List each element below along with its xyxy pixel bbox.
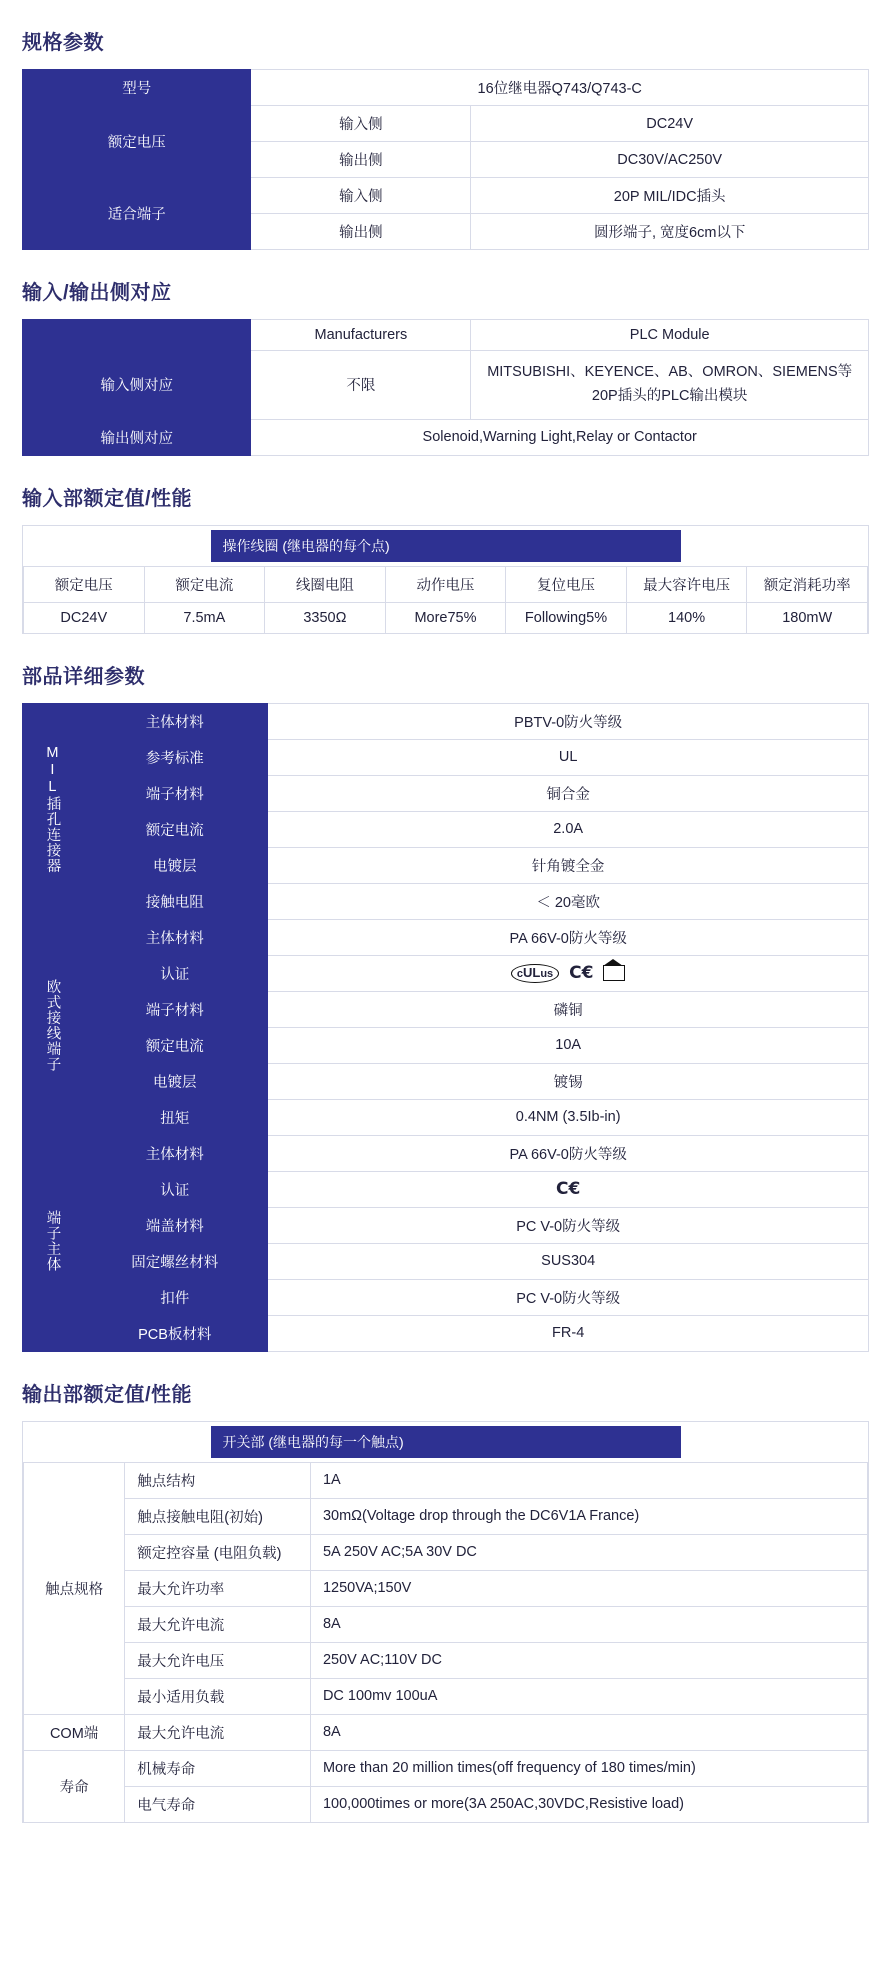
parts-row-label: 主体材料 xyxy=(82,1135,268,1171)
parts-group-name: 欧式接线端子 xyxy=(23,919,82,1135)
parts-row-value: 铜合金 xyxy=(268,775,869,811)
input-rating-value: 180mW xyxy=(747,602,868,633)
parts-row-value: PA 66V-0防火等级 xyxy=(268,1135,869,1171)
io-output-value: Solenoid,Warning Light,Relay or Contactor xyxy=(251,419,869,455)
parts-row-label: 扭矩 xyxy=(82,1099,268,1135)
parts-row-value: 0.4NM (3.5Ib-in) xyxy=(268,1099,869,1135)
input-rating-value: DC24V xyxy=(24,602,145,633)
spec-voltage-in-label: 输入侧 xyxy=(251,106,471,142)
table-row xyxy=(24,1462,868,1498)
output-row-value: 8A xyxy=(310,1714,867,1750)
ul-icon: cULus xyxy=(511,964,559,983)
table-row xyxy=(24,1570,868,1606)
input-rating-value: 3350Ω xyxy=(265,602,386,633)
parts-row-value: 镀锡 xyxy=(268,1063,869,1099)
table-row xyxy=(23,775,869,811)
io-corner-cell xyxy=(23,320,251,351)
input-rating-header: 额定电流 xyxy=(144,566,265,602)
output-row-value: 30mΩ(Voltage drop through the DC6V1A France) xyxy=(310,1498,867,1534)
parts-row-label: PCB板材料 xyxy=(82,1315,268,1351)
table-row xyxy=(23,811,869,847)
table-row xyxy=(23,1279,869,1315)
table-row xyxy=(23,106,869,142)
input-rating-value: More75% xyxy=(385,602,506,633)
output-group-name: 触点规格 xyxy=(24,1462,125,1714)
table-row xyxy=(24,1606,868,1642)
parts-row-label: 参考标准 xyxy=(82,739,268,775)
table-row xyxy=(24,566,868,602)
io-input-manufacturers: 不限 xyxy=(251,351,471,420)
table-row xyxy=(24,1678,868,1714)
ce-icon: C€ xyxy=(556,1179,581,1200)
output-row-label: 机械寿命 xyxy=(125,1750,311,1786)
section-title-output-rating: 输出部额定值/性能 xyxy=(22,1383,193,1406)
table-row xyxy=(23,1207,869,1243)
table-row xyxy=(23,955,869,991)
output-row-value: 8A xyxy=(310,1606,867,1642)
table-row xyxy=(23,178,869,214)
parts-row-value: UL xyxy=(268,739,869,775)
parts-row-label: 电镀层 xyxy=(82,847,268,883)
output-row-value: 1A xyxy=(310,1462,867,1498)
table-row xyxy=(24,1750,868,1786)
spec-terminal-out-label: 输出侧 xyxy=(251,214,471,250)
table-row xyxy=(23,1027,869,1063)
table-row xyxy=(23,919,869,955)
table-row xyxy=(23,703,869,739)
parts-table xyxy=(22,703,869,1352)
table-row xyxy=(23,1171,869,1207)
parts-row-value: PC V-0防火等级 xyxy=(268,1207,869,1243)
table-row xyxy=(23,847,869,883)
table-row xyxy=(23,419,869,455)
table-row xyxy=(23,351,869,420)
table-row xyxy=(23,1099,869,1135)
ce-icon: C€ xyxy=(569,963,594,984)
table-row xyxy=(23,1315,869,1351)
input-rating-value: 140% xyxy=(626,602,747,633)
parts-group-name: 端子主体 xyxy=(23,1135,82,1351)
spec-terminal-in-value: 20P MIL/IDC插头 xyxy=(471,178,869,214)
parts-row-label: 额定电流 xyxy=(82,811,268,847)
parts-row-label: 接触电阻 xyxy=(82,883,268,919)
input-rating-header: 额定电压 xyxy=(24,566,145,602)
table-row xyxy=(24,1534,868,1570)
output-rating-wrapper xyxy=(22,1421,869,1823)
io-input-plc: MITSUBISHI、KEYENCE、AB、OMRON、SIEMENS等20P插头的PLC输出模块 xyxy=(471,351,869,420)
parts-row-label: 主体材料 xyxy=(82,919,268,955)
parts-row-label: 端子材料 xyxy=(82,775,268,811)
input-rating-header: 最大容许电压 xyxy=(626,566,747,602)
table-row xyxy=(24,1714,868,1750)
section-title-io: 输入/输出侧对应 xyxy=(22,282,172,304)
table-row xyxy=(24,1642,868,1678)
input-rating-wrapper xyxy=(22,525,869,634)
output-row-value: 1250VA;150V xyxy=(310,1570,867,1606)
parts-row-label: 认证 xyxy=(82,1171,268,1207)
spec-voltage-out-label: 输出侧 xyxy=(251,142,471,178)
output-row-label: 触点接触电阻(初始) xyxy=(125,1498,311,1534)
table-row xyxy=(24,526,868,567)
parts-row-label: 认证 xyxy=(82,955,268,991)
spec-voltage-in-value: DC24V xyxy=(471,106,869,142)
spec-terminal-in-label: 输入侧 xyxy=(251,178,471,214)
table-row xyxy=(23,320,869,351)
parts-row-value: 2.0A xyxy=(268,811,869,847)
section-title-spec: 规格参数 xyxy=(22,32,104,54)
output-row-label: 最大允许电流 xyxy=(125,1714,311,1750)
spec-terminal-label: 适合端子 xyxy=(23,178,251,250)
section-title-parts: 部品详细参数 xyxy=(22,665,145,688)
parts-row-label: 端子材料 xyxy=(82,991,268,1027)
parts-row-value: FR-4 xyxy=(268,1315,869,1351)
parts-row-value: SUS304 xyxy=(268,1243,869,1279)
output-group-name: COM端 xyxy=(24,1714,125,1750)
input-rating-header: 额定消耗功率 xyxy=(747,566,868,602)
parts-row-label: 固定螺丝材料 xyxy=(82,1243,268,1279)
spec-model-label: 型号 xyxy=(23,70,251,106)
output-row-label: 最大允许功率 xyxy=(125,1570,311,1606)
output-rating-table xyxy=(23,1422,868,1823)
table-row xyxy=(23,70,869,106)
io-output-label: 输出侧对应 xyxy=(23,419,251,455)
table-row xyxy=(24,1786,868,1822)
input-rating-header: 动作电压 xyxy=(385,566,506,602)
table-row xyxy=(23,739,869,775)
output-row-value: DC 100mv 100uA xyxy=(310,1678,867,1714)
spec-voltage-out-value: DC30V/AC250V xyxy=(471,142,869,178)
output-row-value: More than 20 million times(off frequency of 180 times/min) xyxy=(310,1750,867,1786)
parts-row-label: 端盖材料 xyxy=(82,1207,268,1243)
parts-row-value: PA 66V-0防火等级 xyxy=(268,919,869,955)
output-row-value: 250V AC;110V DC xyxy=(310,1642,867,1678)
spec-voltage-label: 额定电压 xyxy=(23,106,251,178)
table-row xyxy=(23,1243,869,1279)
input-rating-header: 线圈电阻 xyxy=(265,566,386,602)
spec-table xyxy=(22,69,869,250)
output-row-label: 额定控容量 (电阻负载) xyxy=(125,1534,311,1570)
parts-row-value-certs xyxy=(268,1171,869,1207)
io-input-label: 输入侧对应 xyxy=(23,351,251,420)
input-rating-header: 复位电压 xyxy=(506,566,627,602)
spec-model-value: 16位继电器Q743/Q743-C xyxy=(251,70,869,106)
output-row-label: 电气寿命 xyxy=(125,1786,311,1822)
parts-row-value: PC V-0防火等级 xyxy=(268,1279,869,1315)
table-row xyxy=(23,883,869,919)
io-head-plc: PLC Module xyxy=(471,320,869,351)
output-rating-banner: 开关部 (继电器的每一个触点) xyxy=(211,1426,681,1458)
table-row xyxy=(23,1135,869,1171)
input-rating-banner: 操作线圈 (继电器的每个点) xyxy=(211,530,681,562)
parts-row-label: 扣件 xyxy=(82,1279,268,1315)
house-icon xyxy=(603,965,625,981)
input-rating-value: Following5% xyxy=(506,602,627,633)
output-row-label: 最大允许电压 xyxy=(125,1642,311,1678)
output-row-label: 最小适用负载 xyxy=(125,1678,311,1714)
parts-row-value: PBTV-0防火等级 xyxy=(268,703,869,739)
output-row-value: 100,000times or more(3A 250AC,30VDC,Resistive load) xyxy=(310,1786,867,1822)
table-row xyxy=(23,991,869,1027)
parts-row-label: 电镀层 xyxy=(82,1063,268,1099)
table-row xyxy=(24,1422,868,1463)
output-group-name: 寿命 xyxy=(24,1750,125,1822)
parts-row-value: 10A xyxy=(268,1027,869,1063)
parts-row-value: ＜ 20毫欧 xyxy=(268,883,869,919)
section-title-input-rating: 输入部额定值/性能 xyxy=(22,487,193,510)
parts-row-value: 磷铜 xyxy=(268,991,869,1027)
spec-terminal-out-value: 圆形端子, 宽度6cm以下 xyxy=(471,214,869,250)
table-row xyxy=(24,1498,868,1534)
output-row-value: 5A 250V AC;5A 30V DC xyxy=(310,1534,867,1570)
table-row xyxy=(24,602,868,633)
parts-row-value-certs xyxy=(268,955,869,991)
input-rating-table xyxy=(23,526,868,634)
parts-row-label: 额定电流 xyxy=(82,1027,268,1063)
input-rating-value: 7.5mA xyxy=(144,602,265,633)
table-row xyxy=(23,1063,869,1099)
parts-group-name: MIL插孔连接器 xyxy=(23,703,82,919)
output-row-label: 最大允许电流 xyxy=(125,1606,311,1642)
io-table xyxy=(22,319,869,456)
output-row-label: 触点结构 xyxy=(125,1462,311,1498)
parts-row-label: 主体材料 xyxy=(82,703,268,739)
io-head-manufacturers: Manufacturers xyxy=(251,320,471,351)
parts-row-value: 针角镀全金 xyxy=(268,847,869,883)
